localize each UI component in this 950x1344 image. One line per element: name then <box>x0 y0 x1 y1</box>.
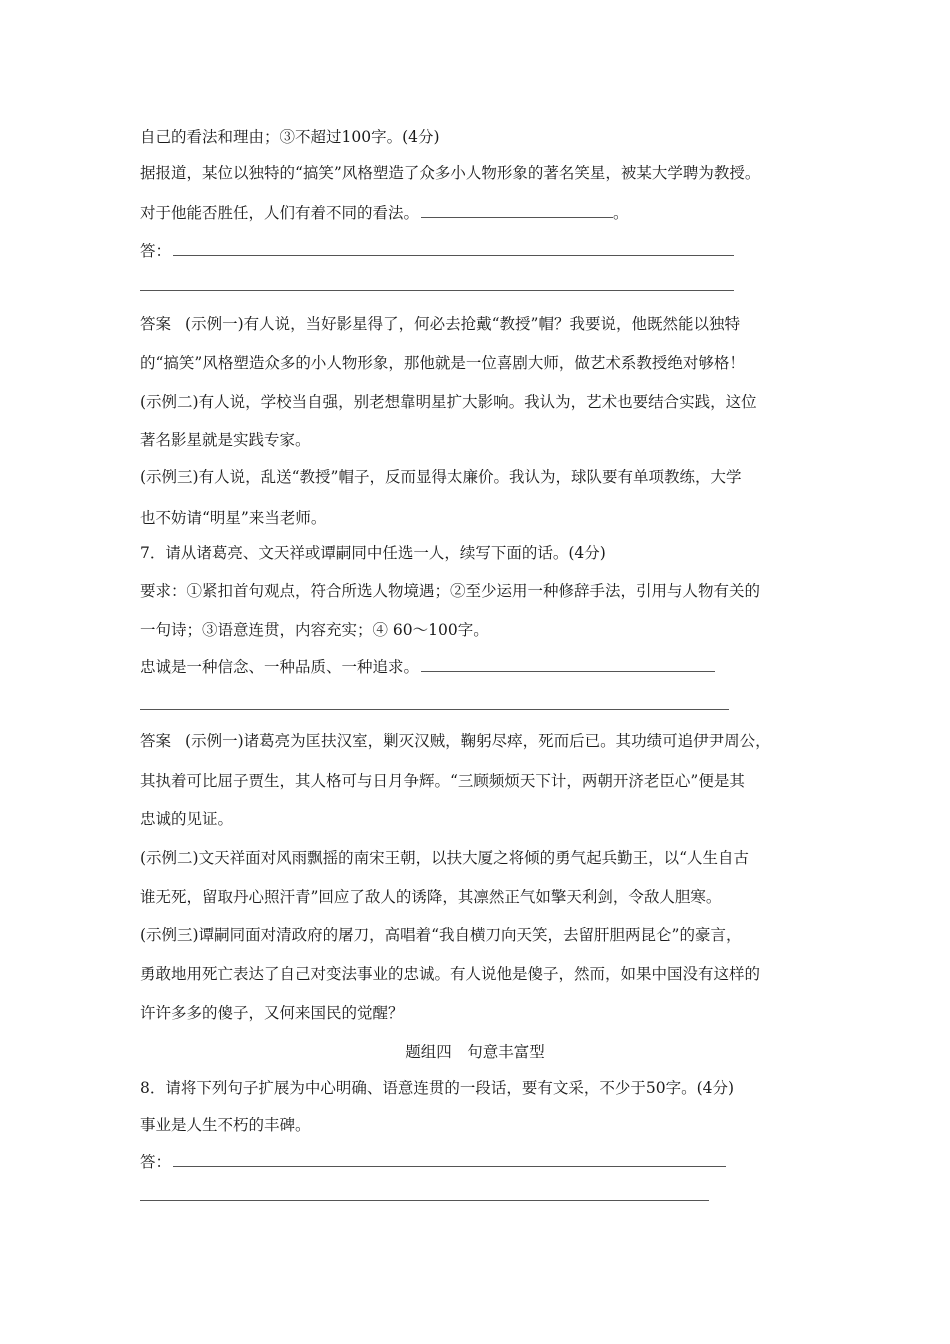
q8-answer-blank[interactable] <box>173 1152 726 1167</box>
q6-stem-line-1: 据报道，某位以独特的“搞笑”风格塑造了众多小人物形象的著名笑星，被某大学聘为教授。 <box>140 164 761 182</box>
section-title: 题组四 句意丰富型 <box>405 1043 545 1061</box>
q8-answer-line <box>140 1152 726 1172</box>
q6-example-1-line-1 <box>140 314 740 334</box>
q8-answer-blank-2[interactable] <box>140 1200 709 1201</box>
q6-example-1-text: (示例一)有人说，当好影星得了，何必去抢戴“教授”帽？我要说，他既然能以独特 <box>185 315 740 333</box>
q6-example-2-line-2: 著名影星就是实践专家。 <box>140 431 311 449</box>
q7-example-1-text: (示例一)诸葛亮为匡扶汉室，剿灭汉贼，鞠躬尽瘁，死而后已。其功绩可追伊尹周公， <box>185 732 771 750</box>
q7-example-2-line-2: 谁无死，留取丹心照汗青”回应了敌人的诱降，其凛然正气如擎天利剑，令敌人胆寒。 <box>140 888 722 906</box>
q7-answer-key: 答案 <box>140 732 172 750</box>
q7-answer-blank-2[interactable] <box>140 709 729 710</box>
q6-answer-key: 答案 <box>140 315 172 333</box>
q7-example-3-line-1: (示例三)谭嗣同面对清政府的屠刀，高唱着“我自横刀向天笑，去留肝胆两昆仑”的豪言， <box>140 926 742 944</box>
q6-requirement-tail: 自己的看法和理由；③不超过100字。(4分) <box>140 128 440 146</box>
q6-inline-blank[interactable] <box>421 203 613 218</box>
q7-example-1-line-3: 忠诚的见证。 <box>140 810 234 828</box>
q7-requirement-line-1: 要求：①紧扣首句观点，符合所选人物境遇；②至少运用一种修辞手法，引用与人物有关的 <box>140 582 761 600</box>
q7-lead-text: 忠诚是一种信念、一种品质、一种追求。 <box>140 658 420 676</box>
q8-title: 8．请将下列句子扩展为中心明确、语意连贯的一段话，要有文采，不少于50字。(4分) <box>140 1079 735 1097</box>
q6-example-2-line-1: (示例二)有人说，学校当自强，别老想靠明星扩大影响。我认为，艺术也要结合实践，这位 <box>140 393 757 411</box>
q7-example-3-line-3: 许许多多的傻子，又何来国民的觉醒？ <box>140 1004 404 1022</box>
q6-stem-end: 。 <box>613 204 629 222</box>
q7-requirement-line-2: 一句诗；③语意连贯，内容充实；④ 60～100字。 <box>140 621 489 639</box>
q8-answer-label: 答： <box>140 1153 172 1171</box>
q7-example-1-line-2: 其执着可比屈子贾生，其人格可与日月争辉。“三顾频烦天下计，两朝开济老臣心”便是其 <box>140 772 745 790</box>
q6-answer-blank-2[interactable] <box>140 290 734 291</box>
q7-answer-blank[interactable] <box>421 657 715 672</box>
q6-answer-label: 答： <box>140 242 172 260</box>
q6-answer-line <box>140 241 734 261</box>
q7-example-2-line-1: (示例二)文天祥面对风雨飘摇的南宋王朝，以扶大厦之将倾的勇气起兵勤王，以“人生自古 <box>140 849 750 867</box>
q7-title: 7．请从诸葛亮、文天祥或谭嗣同中任选一人，续写下面的话。(4分) <box>140 544 606 562</box>
q6-stem-line-2 <box>140 203 629 223</box>
q8-sentence: 事业是人生不朽的丰碑。 <box>140 1116 311 1134</box>
q7-lead-line <box>140 657 715 677</box>
q7-example-1-line-1 <box>140 731 771 751</box>
q6-stem-text: 对于他能否胜任，人们有着不同的看法。 <box>140 204 420 222</box>
q6-example-3-line-1: (示例三)有人说，乱送“教授”帽子，反而显得太廉价。我认为，球队要有单项教练，大学 <box>140 468 742 486</box>
q6-answer-blank[interactable] <box>173 241 734 256</box>
q6-example-1-line-2: 的“搞笑”风格塑造众多的小人物形象，那他就是一位喜剧大师，做艺术系教授绝对够格！ <box>140 354 745 372</box>
q7-example-3-line-2: 勇敢地用死亡表达了自己对变法事业的忠诚。有人说他是傻子，然而，如果中国没有这样的 <box>140 965 761 983</box>
q6-example-3-line-2: 也不妨请“明星”来当老师。 <box>140 509 327 527</box>
